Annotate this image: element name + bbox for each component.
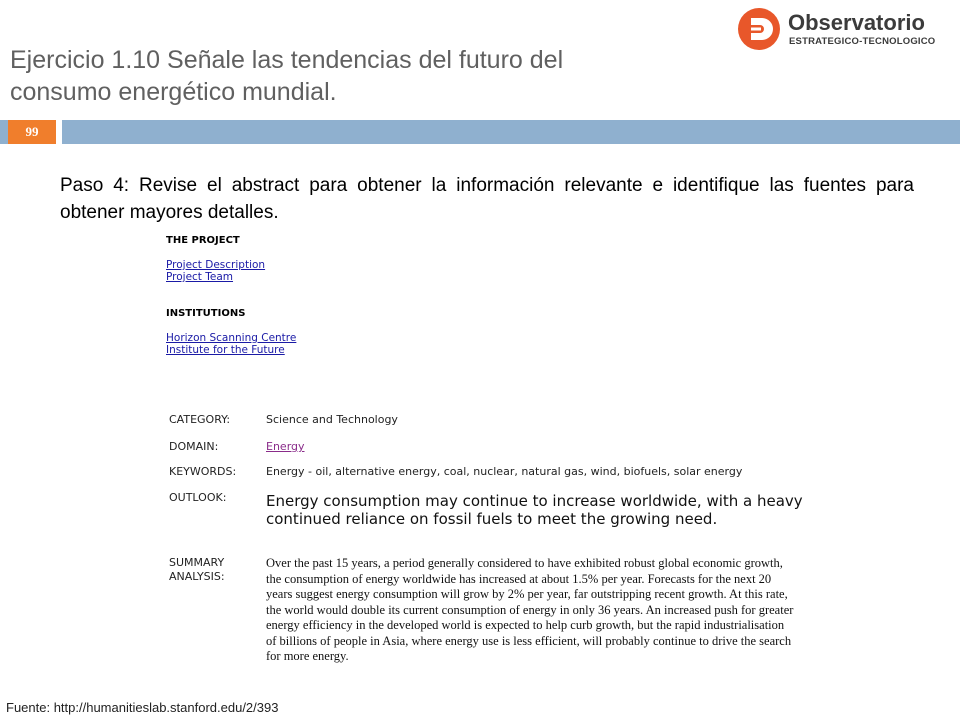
link-project-team[interactable]: Project Team	[166, 271, 234, 283]
summary-label-line-2: ANALYSIS:	[169, 570, 225, 583]
logo-name: Observatorio	[788, 10, 925, 35]
domain-link-energy[interactable]: Energy	[266, 440, 305, 453]
link-institute-for-the-future[interactable]: Institute for the Future	[166, 344, 285, 356]
header-bar-left	[0, 120, 8, 144]
outlook-value: Energy consumption may continue to increase worldwide, with a heavy continued reliance on fossil fuels to meet the growing need.	[266, 492, 803, 528]
link-horizon-scanning-centre[interactable]: Horizon Scanning Centre	[166, 332, 297, 344]
outlook-label: OUTLOOK:	[169, 491, 227, 504]
slide-title-line-1: Ejercicio 1.10 Señale las tendencias del futuro del	[10, 46, 564, 74]
logo-subtitle: ESTRATEGICO-TECNOLOGICO	[789, 36, 936, 47]
keywords-value: Energy - oil, alternative energy, coal, nuclear, natural gas, wind, biofuels, solar energy	[266, 465, 743, 478]
link-project-description[interactable]: Project Description	[166, 259, 266, 271]
institutions-heading: INSTITUTIONS	[166, 308, 246, 319]
slide-title-line-2: consumo energético mundial.	[10, 78, 337, 106]
summary-label-line-1: SUMMARY	[169, 556, 225, 569]
header-bar-right	[62, 120, 960, 144]
category-label: CATEGORY:	[169, 413, 231, 426]
project-heading: THE PROJECT	[166, 235, 240, 246]
domain-label: DOMAIN:	[169, 440, 219, 453]
observatory-logo-icon	[738, 8, 780, 50]
summary-analysis-text: Over the past 15 years, a period generally considered to have exhibited robust global economic growth, the consumption of energy worldwide has increased at about 1.5% per year. Forecasts for the next 20 years suggest energy consumption will grow by 2% per year, far outstripping recent growth. At this rate, the world would double its current consumption of energy in only 36 years. An increased push for greater energy efficiency in the developed world is expected to help curb growth, but the rapid industrialisation of billions of people in Asia, where energy use is less efficient, will probably continue to drive the search for more energy.	[266, 556, 794, 663]
page-number-badge: 99	[8, 120, 56, 144]
observatorio-logo	[738, 6, 953, 52]
keywords-label: KEYWORDS:	[169, 465, 237, 478]
abstract-screenshot	[160, 228, 803, 668]
step-instruction: Paso 4: Revise el abstract para obtener la información relevante e identifique las fuentes para obtener mayores detalles.	[60, 175, 914, 223]
category-value: Science and Technology	[266, 413, 398, 426]
slide-title	[10, 44, 630, 108]
source-citation: Fuente: http://humanitieslab.stanford.edu/2/393	[6, 700, 279, 715]
